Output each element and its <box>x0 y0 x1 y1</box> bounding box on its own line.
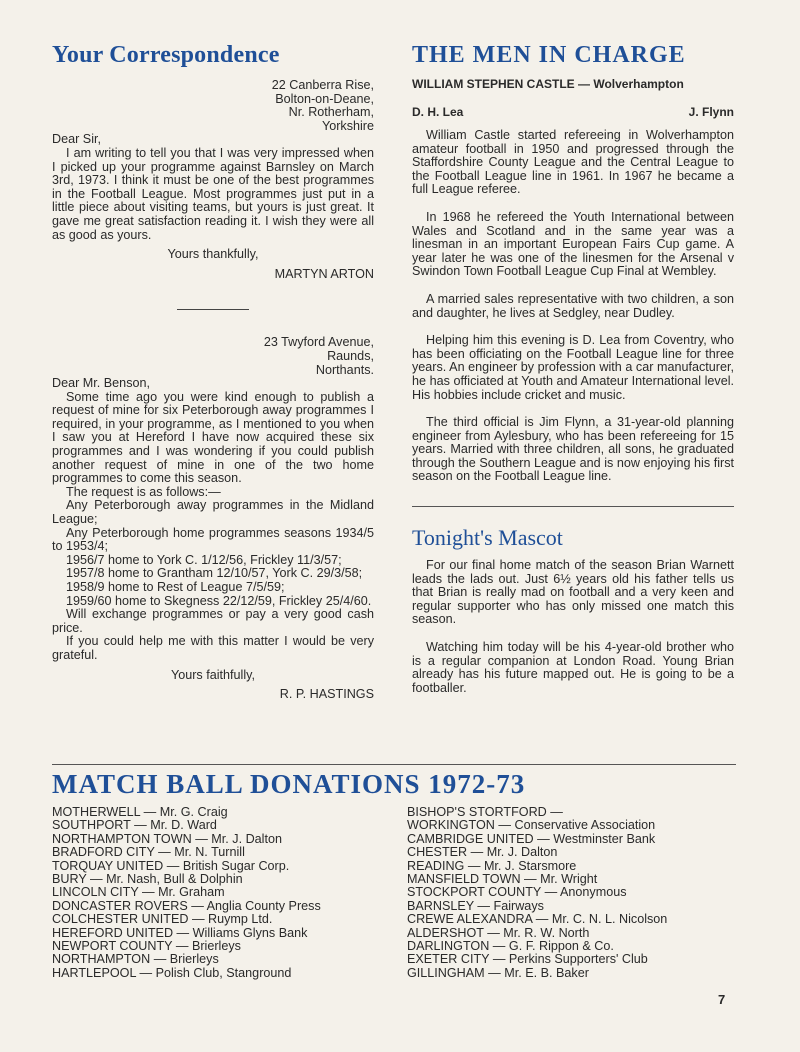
official-paragraph: Helping him this evening is D. Lea from Coventry, who has been officiating on the Football League line for three years. An engineer by profession with a car manufacturer, he has officiated at Youth and Amateur International level. His hobbies include cricket and music. <box>412 333 734 402</box>
request-item: 1957/8 home to Grantham 12/10/57, York C. 29/3/58; <box>66 566 363 581</box>
address-line: Northants. <box>315 362 374 377</box>
page-number: 7 <box>718 992 726 1007</box>
donation-item: SOUTHPORT — Mr. D. Ward <box>52 818 217 833</box>
section-divider <box>52 764 736 765</box>
request-item: Will exchange programmes or pay a very good cash price. <box>52 607 374 635</box>
letter1-address <box>52 79 374 133</box>
donation-item: ALDERSHOT — Mr. R. W. North <box>406 925 590 940</box>
donation-item: BISHOP'S STORTFORD — <box>406 805 563 819</box>
request-item: 1959/60 home to Skegness 22/12/59, Frickley 25/4/60. <box>66 593 372 608</box>
donation-item: BARNSLEY — Fairways <box>406 898 544 913</box>
donation-item: STOCKPORT COUNTY — Anonymous <box>406 885 627 900</box>
donation-item: HARTLEPOOL — Polish Club, Stanground <box>52 965 292 980</box>
linesman-2: J. Flynn <box>688 105 734 119</box>
letter2-signature: R. P. HASTINGS <box>279 687 374 702</box>
mascot-paragraph: Watching him today will be his 4-year-old brother who is a regular companion at London Road. Young Brian already has his future mapped out. He is going to be a footballer. <box>412 640 734 695</box>
referee-line: WILLIAM STEPHEN CASTLE — Wolverhampton <box>412 77 684 91</box>
request-item: 1956/7 home to York C. 1/12/56, Frickley 11/3/57; <box>66 552 342 567</box>
donation-item: DONCASTER ROVERS — Anglia County Press <box>52 898 321 913</box>
letter2-salutation: Dear Mr. Benson, <box>52 376 150 391</box>
match-ball-heading: MATCH BALL DONATIONS 1972-73 <box>52 769 526 799</box>
section-divider <box>412 506 734 507</box>
letter1-closing: Yours thankfully, <box>167 247 259 262</box>
donation-item: CHESTER — Mr. J. Dalton <box>406 845 558 860</box>
men-in-charge-heading: THE MEN IN CHARGE <box>412 42 686 68</box>
address-line: Yorkshire <box>321 118 374 133</box>
donation-item: CREWE ALEXANDRA — Mr. C. N. L. Nicolson <box>406 912 668 927</box>
donation-item: MOTHERWELL — Mr. G. Craig <box>52 805 228 819</box>
official-paragraph: A married sales representative with two children, a son and daughter, he lives at Sedgley, near Dudley. <box>412 291 734 320</box>
donations-list <box>52 806 736 980</box>
request-item: 1958/9 home to Rest of League 7/5/59; <box>66 580 285 594</box>
letter-divider <box>177 309 249 310</box>
letter2-closing: Yours faithfully, <box>170 667 255 682</box>
donation-item: MANSFIELD TOWN — Mr. Wright <box>406 872 598 887</box>
address-line: Raunds, <box>327 348 374 363</box>
request-item: If you could help me with this matter I would be very grateful. <box>52 634 374 662</box>
address-line: 22 Canberra Rise, <box>271 78 374 92</box>
letter1-salutation: Dear Sir, <box>52 132 101 147</box>
donation-item: GILLINGHAM — Mr. E. B. Baker <box>406 965 589 980</box>
address-line: Nr. Rotherham, <box>288 105 374 120</box>
donation-item: BURY — Mr. Nash, Bull & Dolphin <box>52 872 243 887</box>
official-paragraph: In 1968 he refereed the Youth International between Wales and Scotland and in the same year was a linesman in an important European Fairs Cup game. A year later he was one of the linesmen for the Arsenal v Swindon Town Football League Cup Final at Wembley. <box>412 209 734 279</box>
address-line: Bolton-on-Deane, <box>275 91 374 106</box>
donation-item: EXETER CITY — Perkins Supporters' Club <box>406 952 648 967</box>
donation-item: CAMBRIDGE UNITED — Westminster Bank <box>406 831 656 846</box>
donation-item: TORQUAY UNITED — British Sugar Corp. <box>52 858 290 873</box>
letter1-body: I am writing to tell you that I was very impressed when I picked up your programme against Barnsley on March 3rd, 1973. I think it must be one of the best programmes in the Football League. Most programmes just put in a little piece about visiting teams, but yours is just great. It gave me great satisfaction reading it. I wish they were all as good as yours. <box>52 145 374 242</box>
donation-item: HEREFORD UNITED — Williams Glyns Bank <box>52 925 308 940</box>
donation-item: COLCHESTER UNITED — Ruymp Ltd. <box>52 912 273 927</box>
mascot-paragraph: For our final home match of the season Brian Warnett leads the lads out. Just 6½ years old his father tells us that Brian is really mad on football and a very keen and regular supporter who has only missed one match this season. <box>412 558 734 627</box>
letter2-address <box>52 336 374 377</box>
correspondence-heading: Your Correspondence <box>52 42 280 68</box>
request-item: Any Peterborough home programmes seasons 1934/5 to 1953/4; <box>52 525 374 554</box>
donations-left <box>52 806 407 980</box>
mascot-heading: Tonight's Mascot <box>412 525 563 551</box>
linesmen-row <box>412 105 734 119</box>
official-paragraph: The third official is Jim Flynn, a 31-year-old planning engineer from Aylesbury, who has been refereeing for 15 years. Married with three children, all sons, he graduated through the Southern League and is now enjoying his first season on the Football League line. <box>412 415 734 484</box>
donation-item: NEWPORT COUNTY — Brierleys <box>52 939 241 954</box>
donation-item: READING — Mr. J. Starsmore <box>406 858 577 873</box>
linesman-1: D. H. Lea <box>412 105 464 119</box>
request-intro: The request is as follows:— <box>66 484 221 499</box>
donation-item: LINCOLN CITY — Mr. Graham <box>52 885 225 900</box>
letter2-body: Some time ago you were kind enough to publish a request of mine for six Peterborough away programmes I required, in your programme, as I mentioned to you when I saw you at Hereford I have now acquired these six programmes and I was wondering if you could publish another request of mine in one of the two home programmes to come this season. <box>52 389 374 486</box>
correspondence-column <box>52 42 374 702</box>
match-ball-section <box>52 764 736 980</box>
address-line: 23 Twyford Avenue, <box>263 335 374 350</box>
donation-item: WORKINGTON — Conservative Association <box>406 818 656 833</box>
donation-item: BRADFORD CITY — Mr. N. Turnill <box>52 845 245 860</box>
donation-item: DARLINGTON — G. F. Rippon & Co. <box>406 939 614 954</box>
official-paragraph: William Castle started refereeing in Wolverhampton amateur football in 1950 and progressed through the Staffordshire County League and the Central League to the Football League line in 1961. In 1967 he became a full League referee. <box>412 128 734 197</box>
men-in-charge-column <box>412 42 734 695</box>
donation-item: NORTHAMPTON — Brierleys <box>52 952 219 967</box>
donations-right <box>407 806 736 980</box>
donation-item: NORTHAMPTON TOWN — Mr. J. Dalton <box>52 831 282 846</box>
request-item: Any Peterborough away programmes in the Midland League; <box>52 498 374 527</box>
letter1-signature: MARTYN ARTON <box>274 266 374 281</box>
